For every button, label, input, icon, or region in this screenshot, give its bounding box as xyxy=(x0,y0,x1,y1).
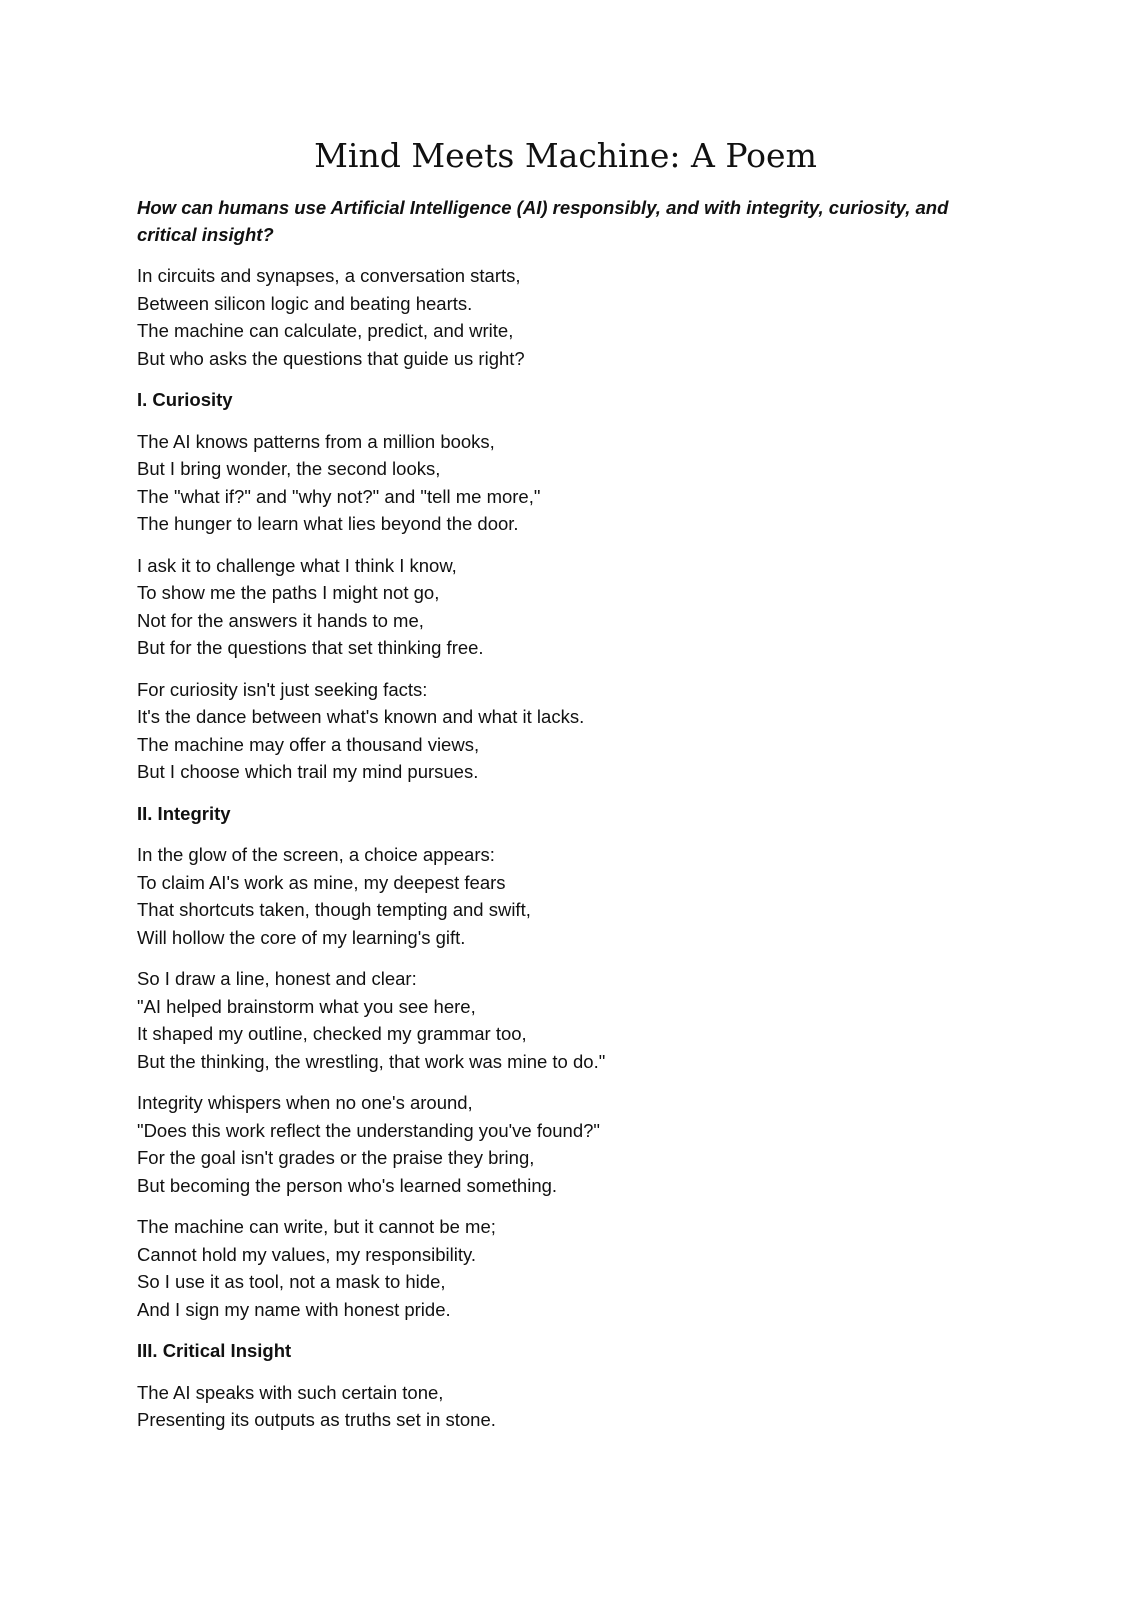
poem-line: But I choose which trail my mind pursues. xyxy=(137,761,479,782)
stanza xyxy=(137,1089,997,1199)
poem-line: Integrity whispers when no one's around, xyxy=(137,1092,473,1113)
poem-line: The AI speaks with such certain tone, xyxy=(137,1381,444,1403)
poem-line: But becoming the person who's learned something. xyxy=(137,1174,558,1196)
section-heading-integrity: II. Integrity xyxy=(137,802,231,824)
stanza xyxy=(137,1379,997,1434)
poem-line: It shaped my outline, checked my grammar too, xyxy=(137,1023,527,1044)
stanza xyxy=(137,1213,997,1323)
stanza xyxy=(137,428,997,538)
poem-line: But for the questions that set thinking free. xyxy=(137,637,484,658)
poem-line: "Does this work reflect the understanding you've found?" xyxy=(137,1119,600,1141)
poem-line: The machine may offer a thousand views, xyxy=(137,733,480,755)
poem-body xyxy=(137,194,997,1448)
poem-line: Not for the answers it hands to me, xyxy=(137,609,424,631)
poem-line: It's the dance between what's known and what it lacks. xyxy=(137,706,585,727)
poem-line: Will hollow the core of my learning's gift. xyxy=(137,926,466,948)
intro-stanza xyxy=(137,262,997,372)
poem-line: The machine can calculate, predict, and write, xyxy=(137,320,514,341)
stanza xyxy=(137,965,997,1075)
poem-line: For the goal isn't grades or the praise they bring, xyxy=(137,1147,535,1168)
poem-line: That shortcuts taken, though tempting and swift, xyxy=(137,899,531,920)
poem-line: But the thinking, the wrestling, that work was mine to do." xyxy=(137,1050,606,1072)
poem-line: But I bring wonder, the second looks, xyxy=(137,458,441,479)
stanza xyxy=(137,841,997,951)
poem-line: The machine can write, but it cannot be me; xyxy=(137,1216,496,1237)
poem-title: Mind Meets Machine: A Poem xyxy=(314,136,817,175)
stanza xyxy=(137,676,997,786)
poem-line: To show me the paths I might not go, xyxy=(137,582,440,603)
poem-line: In circuits and synapses, a conversation starts, xyxy=(137,265,521,286)
poem-line: "AI helped brainstorm what you see here, xyxy=(137,995,476,1017)
poem-line: And I sign my name with honest pride. xyxy=(137,1298,451,1320)
poem-line: Between silicon logic and beating hearts. xyxy=(137,292,473,314)
poem-line: The hunger to learn what lies beyond the door. xyxy=(137,513,519,534)
stanza xyxy=(137,552,997,662)
section-heading-curiosity: I. Curiosity xyxy=(137,389,233,410)
poem-line: I ask it to challenge what I think I know, xyxy=(137,554,457,576)
poem-line: But who asks the questions that guide us right? xyxy=(137,347,525,369)
poem-line: So I draw a line, honest and clear: xyxy=(137,968,417,989)
poem-line: Cannot hold my values, my responsibility. xyxy=(137,1243,476,1265)
poem-line: Presenting its outputs as truths set in stone. xyxy=(137,1409,496,1430)
poem-line: In the glow of the screen, a choice appears: xyxy=(137,844,495,865)
poem-line: The "what if?" and "why not?" and "tell me more," xyxy=(137,485,541,507)
poem-line: So I use it as tool, not a mask to hide, xyxy=(137,1271,446,1292)
section-heading-critical-insight: III. Critical Insight xyxy=(137,1340,292,1361)
poem-line: To claim AI's work as mine, my deepest fears xyxy=(137,871,506,893)
poem-line: The AI knows patterns from a million books, xyxy=(137,430,495,452)
guiding-question: How can humans use Artificial Intelligence (AI) responsibly, and with integrity, curiosity, and critical insight? xyxy=(137,197,949,245)
poem-line: For curiosity isn't just seeking facts: xyxy=(137,678,428,700)
